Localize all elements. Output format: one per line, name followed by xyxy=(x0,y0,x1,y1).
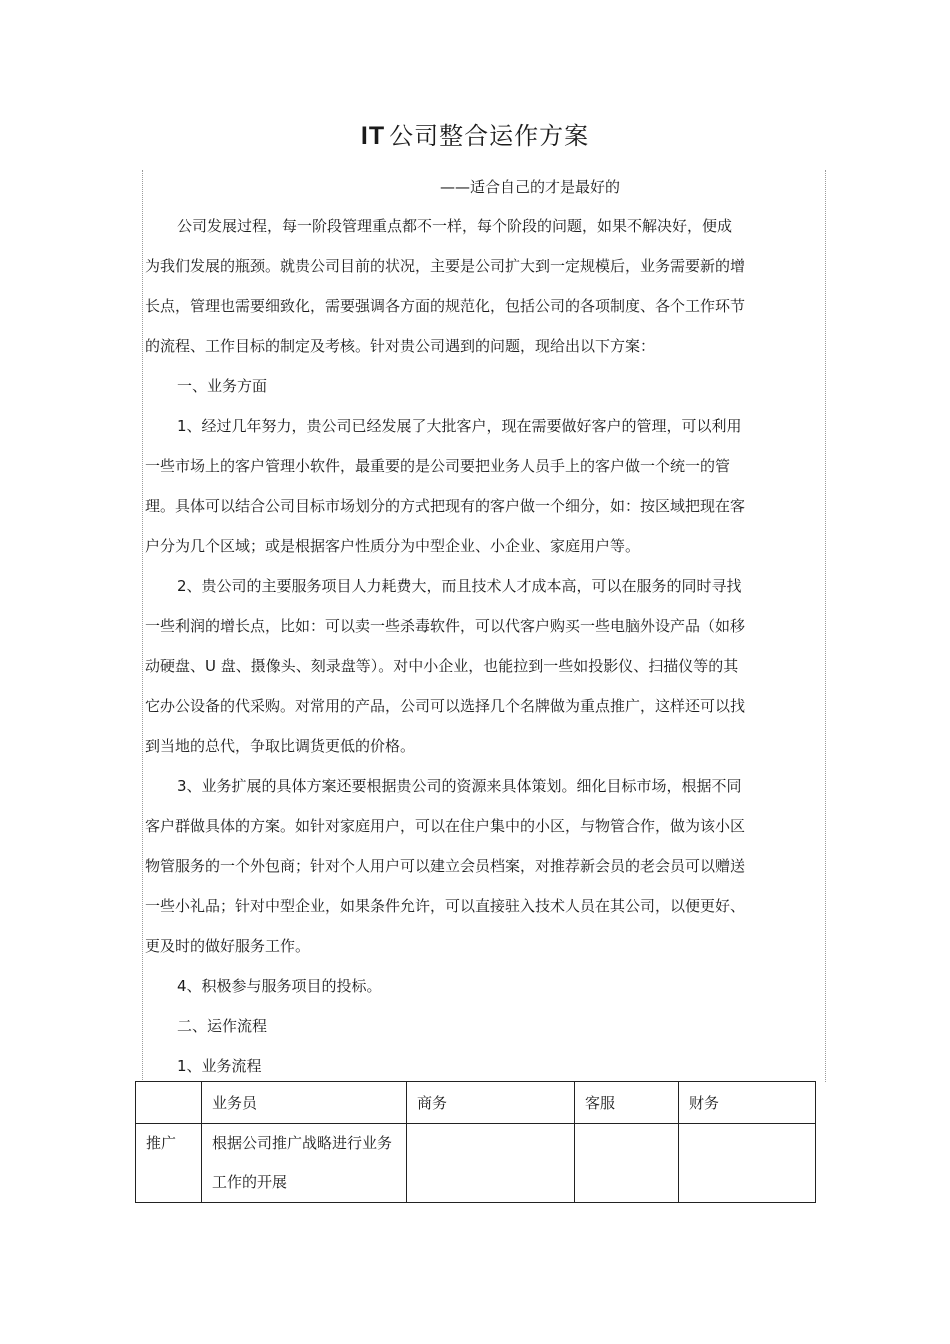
paragraph-line: 一些市场上的客户管理小软件，最重要的是公司要把业务人员手上的客户做一个统一的管 xyxy=(145,457,731,475)
title-text: 公司整合运作方案 xyxy=(389,122,590,150)
title-prefix: IT xyxy=(360,122,386,150)
paragraph-line: 为我们发展的瓶颈。就贵公司目前的状况，主要是公司扩大到一定规模后，业务需要新的增 xyxy=(145,257,746,275)
table-row-label: 推广 xyxy=(136,1124,202,1203)
paragraph-line: 更及时的做好服务工作。 xyxy=(145,937,311,955)
section-heading: 二、运作流程 xyxy=(177,1017,268,1035)
table-header-cell: 商务 xyxy=(407,1082,575,1124)
paragraph-line: 它办公设备的代采购。对常用的产品，公司可以选择几个名牌做为重点推广，这样还可以找 xyxy=(145,697,746,715)
paragraph-line: 客户群做具体的方案。如针对家庭用户，可以在住户集中的小区，与物管合作，做为该小区 xyxy=(145,817,746,835)
table-cell-finance xyxy=(679,1124,816,1203)
table-cell-service xyxy=(575,1124,679,1203)
frame-right-border xyxy=(825,170,826,1082)
table-cell-business xyxy=(407,1124,575,1203)
document-subtitle: ——适合自己的才是最好的 xyxy=(440,178,621,196)
paragraph-line: 物管服务的一个外包商；针对个人用户可以建立会员档案，对推荐新会员的老会员可以赠送 xyxy=(145,857,746,875)
paragraph-line: 3、业务扩展的具体方案还要根据贵公司的资源来具体策划。细化目标市场，根据不同 xyxy=(177,777,742,795)
frame-left-border xyxy=(142,170,143,1080)
paragraph-line: 户分为几个区域；或是根据客户性质分为中型企业、小企业、家庭用户等。 xyxy=(145,537,641,555)
paragraph-line: 一些小礼品；针对中型企业，如果条件允许，可以直接驻入技术人员在其公司，以便更好、 xyxy=(145,897,746,915)
table-header-cell: 财务 xyxy=(679,1082,816,1124)
paragraph-line: 4、积极参与服务项目的投标。 xyxy=(177,977,382,995)
subsection-heading: 1、业务流程 xyxy=(177,1057,262,1075)
paragraph-line: 的流程、工作目标的制定及考核。针对贵公司遇到的问题，现给出以下方案： xyxy=(145,337,656,355)
paragraph-line: 公司发展过程，每一阶段管理重点都不一样，每个阶段的问题，如果不解决好，便成 xyxy=(177,217,733,235)
paragraph-line: 动硬盘、U 盘、摄像头、刻录盘等）。对中小企业，也能拉到一些如投影仪、扫描仪等的其 xyxy=(145,657,739,675)
table-header-cell: 业务员 xyxy=(202,1082,407,1124)
paragraph-line: 到当地的总代，争取比调货更低的价格。 xyxy=(145,737,416,755)
paragraph-line: 一些利润的增长点，比如：可以卖一些杀毒软件，可以代客户购买一些电脑外设产品（如移 xyxy=(145,617,746,635)
paragraph-line: 1、经过几年努力，贵公司已经发展了大批客户，现在需要做好客户的管理，可以利用 xyxy=(177,417,742,435)
table-header-cell: 客服 xyxy=(575,1082,679,1124)
table-cell-salesperson: 根据公司推广战略进行业务工作的开展 xyxy=(202,1124,407,1203)
paragraph-line: 长点，管理也需要细致化，需要强调各方面的规范化，包括公司的各项制度、各个工作环节 xyxy=(145,297,746,315)
paragraph-line: 理。具体可以结合公司目标市场划分的方式把现有的客户做一个细分，如：按区域把现在客 xyxy=(145,497,746,515)
document-title xyxy=(0,116,950,151)
table-row xyxy=(136,1124,816,1203)
business-flow-table xyxy=(135,1081,816,1203)
table-header-row xyxy=(136,1082,816,1124)
paragraph-line: 2、贵公司的主要服务项目人力耗费大，而且技术人才成本高，可以在服务的同时寻找 xyxy=(177,577,742,595)
table-header-cell xyxy=(136,1082,202,1124)
section-heading: 一、业务方面 xyxy=(177,377,268,395)
